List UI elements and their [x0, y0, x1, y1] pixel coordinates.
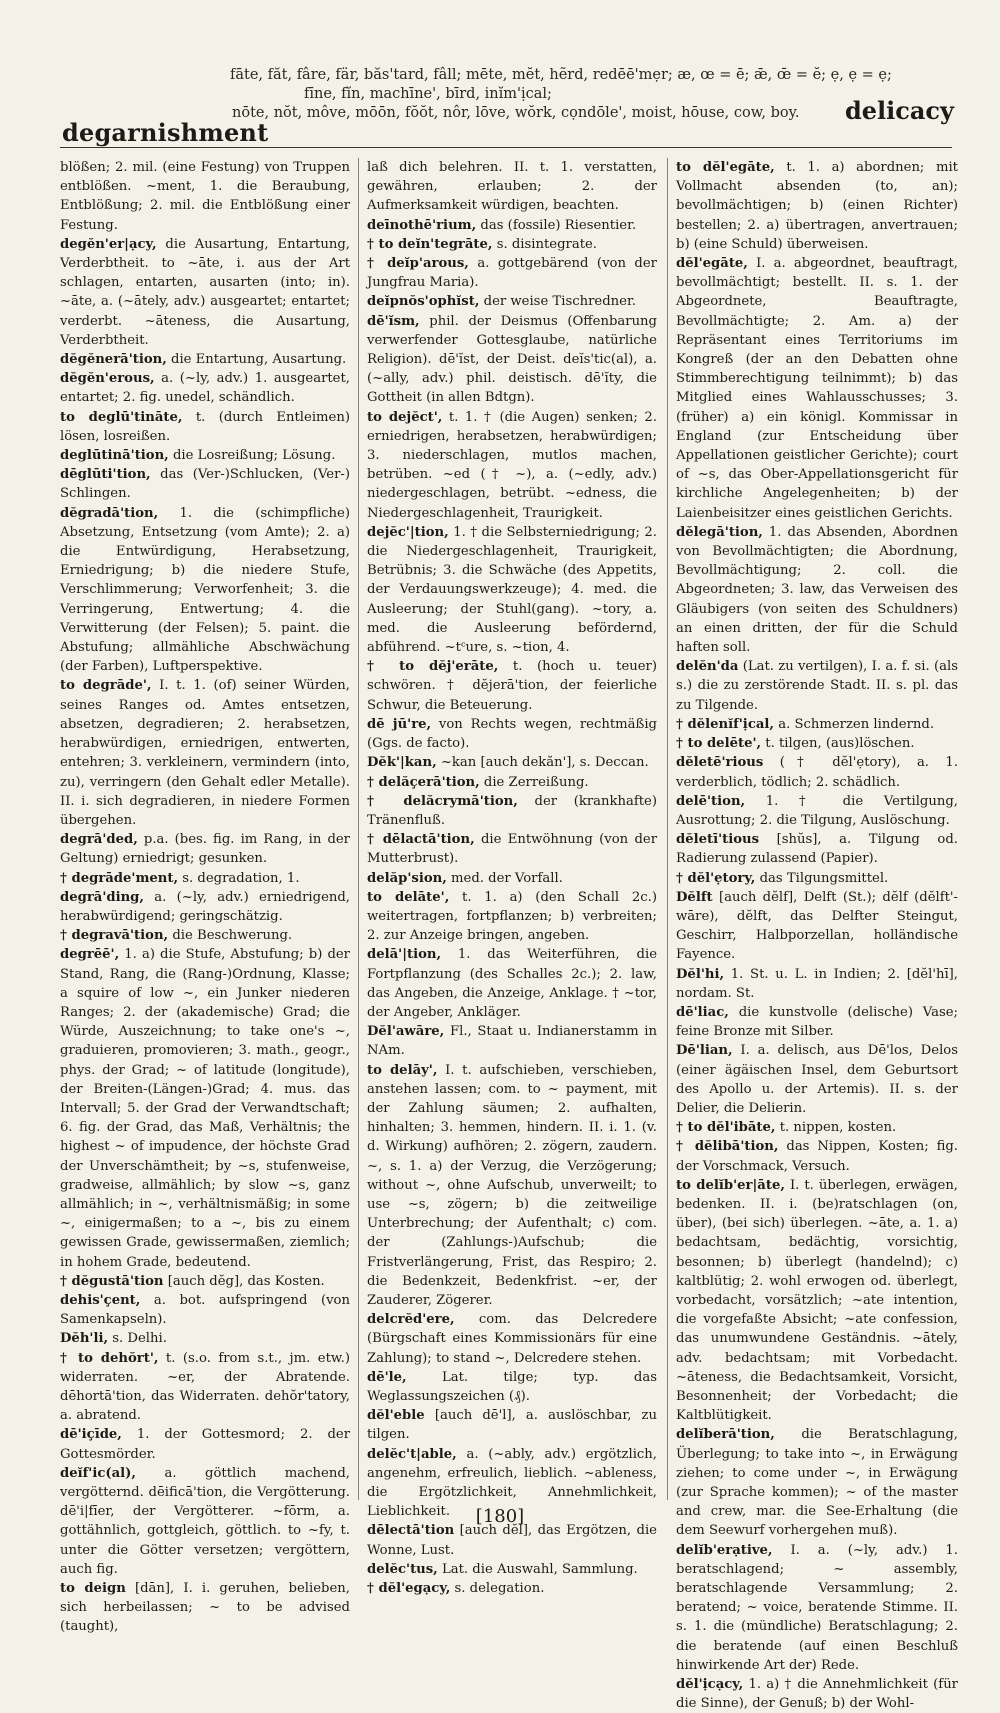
pronunciation-key-line: fāte, făt, fâre, fär, băs'tard, fâll; mēte, mĕt, hẽrd, redēē'mẹr; æ, œ = ē; ǣ, œ̄ = ĕ; ẹ, ẹ = ẹ;	[230, 67, 892, 83]
dictionary-entry	[60, 446, 350, 465]
entry-headword: degrēē',	[60, 947, 120, 963]
dictionary-entry	[367, 1560, 657, 1579]
entry-headword: dē'liac,	[676, 1004, 729, 1020]
entry-definition: die Ausartung, Entartung, Verderbtheit. to ~āte, i. aus der Art schlagen, entarten, ausarten (into; in). ~āte, a. (~ātely, adv.) ausgeartet; entartet; verderbt. ~āteness, die Ausartung, Verderbtheit.	[60, 236, 350, 348]
dictionary-entry	[367, 1406, 657, 1444]
dictionary-entry	[60, 830, 350, 868]
dictionary-entry	[676, 734, 958, 753]
entry-definition: s. degradation, 1.	[182, 870, 300, 886]
entry-definition: 1. der Gottesmord; 2. der Gottesmörder.	[60, 1427, 351, 1462]
dictionary-entry	[676, 1003, 958, 1041]
dictionary-entry	[676, 1118, 958, 1137]
dictionary-entry	[367, 792, 657, 830]
dictionary-entry	[60, 1349, 350, 1426]
dictionary-entry	[60, 926, 350, 945]
entry-headword: delĭb'erạtive,	[676, 1542, 773, 1558]
dictionary-entry	[367, 888, 657, 946]
entry-headword: to delĭb'er|āte,	[676, 1177, 785, 1193]
entry-definition: I. a. (~ly, adv.) 1. beratschlagend; ~ assembly, beratschlagende Versammlung; 2. beratend; ~ voice, beratende Stimme. II. s. 1. die (mündliche) Beratschlagung; 2. die beratende (auf einen Beschluß hinwirkende Art der) Rede.	[676, 1542, 958, 1673]
entry-headword: to delāy',	[367, 1062, 438, 1078]
entry-definition: t. (hoch u. teuer) schwören. † dĕjerā'tion, der feierliche Schwur, die Beteuerung.	[367, 659, 658, 713]
dictionary-entry	[676, 1541, 958, 1675]
entry-definition: 1. † die Selbsterniedrigung; 2. die Niedergeschlagenheit, Traurigkeit, Betrübnis; 3. die Schwäche (des Appetits, der Verdauungswerkzeuge); 4. med. die Ausleerung; der Stuhl(gang). ~tory, a. med. die Ausleerung befördernd, abführend. ~tᶜure, s. ~tion, 4.	[367, 524, 657, 656]
entry-headword: delē'tion,	[676, 793, 746, 809]
dictionary-entry	[60, 1425, 350, 1463]
entry-definition: [auch dĕlf], Delft (St.); dĕlf (dĕlft'-wāre), dĕlft, das Delfter Steingut, Geschirr, Halbporzellan, holländische Fayence.	[676, 889, 958, 963]
entry-headword: dē jū're,	[367, 716, 432, 732]
dictionary-entry	[367, 292, 657, 311]
entry-headword: to deglū'tināte,	[60, 409, 183, 425]
dictionary-entry	[367, 1022, 657, 1060]
dictionary-entry	[367, 1310, 657, 1368]
entry-headword: † dĕl'egạcy,	[367, 1581, 451, 1597]
entry-definition: I. a. abgeordnet, beauftragt, bevollmächtigt; bestellt. II. s. 1. der Abgeordnete, Beauftragte, Bevollmächtigte; 2. Am. a) der Repräsentant eines Territoriums im Kongreß (der an den Debatten ohne Stimmberechtigung teilnimmt); b) das Mitglied eines Wahlausschusses; 3. (früher) a) ein königl. Kommissar in England (zur Entscheidung über Appellationen geistlicher Gerichte); court of ~s, das Ober-Appellationsgericht für kirchliche Angelegenheiten; b) der Laienbeisitzer eines geistlichen Gerichts.	[676, 256, 958, 521]
dictionary-entry	[676, 1675, 958, 1713]
dictionary-entry	[60, 888, 350, 926]
dictionary-entry	[367, 830, 657, 868]
dictionary-entry	[60, 1329, 350, 1348]
left-guide-word: degarnishment	[62, 118, 269, 147]
entry-headword: † deĭp'arous,	[367, 256, 469, 272]
entry-definition: [shŭs], a. Tilgung od. Radierung zulassend (Papier).	[676, 832, 958, 867]
column-1	[60, 158, 351, 1635]
entry-definition: Lat. tilge; typ. das Weglassungszeichen (₰).	[367, 1369, 657, 1404]
entry-definition: (Lat. zu vertilgen), I. a. f. si. (als s.) die zu zerstörende Stadt. II. s. pl. das zu Tilgende.	[676, 659, 958, 713]
pronunciation-key	[228, 66, 892, 123]
entry-headword: dē'ĭsm,	[367, 313, 420, 329]
dictionary-entry	[367, 254, 657, 292]
entry-definition: t. 1. a) abordnen; mit Vollmacht absenden (to, an); bevollmächtigen; b) (einen Richter) bestellen; 2. a) übertragen, anvertrauen; b) (eine Schuld) überweisen.	[676, 160, 958, 252]
entry-headword: † dĕgustā'tion	[60, 1273, 164, 1289]
column-divider	[358, 158, 359, 1500]
entry-definition: 1. a) die Stufe, Abstufung; b) der Stand, Rang, die (Rang-)Ordnung, Klasse; a squire of low ~, ein Junker niederen Ranges; 2. der (akademische) Grad; die Würde, Auszeichnung; to take one's ~, graduieren, promovieren; 3. math., geogr., phys. der Grad; ~ of latitude (longitude), der Breiten-(Längen-)Grad; 4. mus. das Intervall; 5. der Grad der Verwandtschaft; 6. fig. der Grad, das Maß, Verhältnis; the highest ~ of impudence, der höchste Grad der Unverschämtheit; by ~s, stufenweise, gradweise, allmählich; by slow ~s, ganz allmählich; in ~, verhältnismäßig; in some ~, einigermaßen; to a ~, bis zu einem gewissen Grade, gewissermaßen, ziemlich; in hohem Grade, bedeutend.	[60, 947, 350, 1270]
entry-definition: ~kan [auch dekăn'], s. Deccan.	[440, 755, 649, 771]
column-divider	[667, 158, 668, 1500]
dictionary-entry	[676, 158, 958, 254]
entry-headword: † to dĕj'erāte,	[367, 659, 499, 675]
entry-headword: dēlectā'tion	[367, 1523, 455, 1539]
entry-definition: a. göttlich machend, vergötternd. dēificā'tion, die Vergötterung. dē'i|fīer, der Vergötterer. ~fōrm, a. gottähnlich, gottgleich, göttlich. to ~fy, t. unter die Götter versetzen; vergöttern, auch fig.	[60, 1465, 350, 1577]
dictionary-entry	[60, 945, 350, 1271]
entry-headword: dĕl'ịcạcy,	[676, 1677, 744, 1693]
entry-headword: to dĕl'egāte,	[676, 160, 775, 175]
entry-headword: delcrĕd'ere,	[367, 1312, 455, 1328]
dictionary-entry	[60, 235, 350, 350]
dictionary-entry	[367, 216, 657, 235]
entry-headword: degrā'ded,	[60, 832, 138, 848]
entry-headword: dĕl'egāte,	[676, 256, 748, 272]
entry-definition: a. Schmerzen lindernd.	[778, 716, 935, 732]
dictionary-entry	[60, 369, 350, 407]
pronunciation-key-line: nōte, nŏt, môve, mōōn, fŏŏt, nôr, lōve, wŏrk, cọndōle', moist, hōuse, cow, boy.	[232, 105, 800, 121]
entry-definition: der weise Tischredner.	[483, 294, 636, 310]
entry-definition: das (Ver-)Schlucken, (Ver-) Schlingen.	[60, 467, 350, 502]
dictionary-entry	[676, 869, 958, 888]
entry-definition: t. (durch Entleimen) lösen, losreißen.	[60, 409, 350, 444]
entry-definition: 1. das Absenden, Abordnen von Bevollmächtigten; die Abordnung, Bevollmächtigung; 2. coll. die Abgeordneten; 3. law, das Verweisen des Gläubigers (von seiten des Schuldners) an einen dritten, der für die Schuld haften soll.	[676, 524, 958, 656]
dictionary-entry	[367, 1521, 657, 1559]
entry-definition: I. t. 1. (of) seiner Würden, seines Ranges od. Amtes entsetzen, absetzen, degradieren; 2. herabsetzen, herabwürdigen, erniedrigen, entwerten, entehren; 3. verkleinern, vermindern (into, zu), verringern (den Gehalt edler Metalle). II. i. sich degradieren, in niedere Formen übergehen.	[60, 678, 350, 828]
dictionary-entry	[367, 869, 657, 888]
dictionary-entry	[60, 869, 350, 888]
entry-definition: († dĕl'ẹtory), a. 1. verderblich, tödlich; 2. schädlich.	[676, 755, 958, 790]
dictionary-entry	[367, 715, 657, 753]
dictionary-entry	[367, 235, 657, 254]
entry-definition: die Beratschlagung, Überlegung; to take into ~, in Erwägung ziehen; to come under ~, in Erwägung (zur Sprache kommen); ~ of the master and crew, mar. die See-Erhaltung (die dem Seewurf vorhergehen muß).	[676, 1427, 958, 1539]
dictionary-entry	[60, 408, 350, 446]
dictionary-entry	[676, 1176, 958, 1426]
entry-headword: dĕlegā'tion,	[676, 524, 763, 540]
entry-definition: 1. a) † die Annehmlichkeit (für die Sinne), der Genuß; b) der Wohl-	[676, 1677, 958, 1712]
entry-definition: t. nippen, kosten.	[779, 1120, 897, 1136]
entry-definition: der (krankhafte) Tränenfluß.	[367, 793, 657, 828]
dictionary-entry	[676, 715, 958, 734]
entry-headword: Dĕk'|kan,	[367, 755, 437, 771]
entry-definition: die kunstvolle (delische) Vase; feine Bronze mit Silber.	[676, 1004, 958, 1040]
entry-headword: delĕc't|able,	[367, 1446, 457, 1462]
entry-headword: † to dĕl'ibāte,	[676, 1120, 776, 1136]
dictionary-entry	[676, 965, 958, 1003]
entry-headword: deĭf'ic(al),	[60, 1465, 136, 1481]
dictionary-entry	[60, 465, 350, 503]
dictionary-entry	[60, 1579, 350, 1637]
entry-definition: a. (~ably, adv.) ergötzlich, angenehm, erfreulich, lieblich. ~ableness, die Ergötzlichkeit, Annehmlichkeit, Lieblichkeit.	[367, 1446, 657, 1520]
entry-definition: das Tilgungsmittel.	[759, 870, 889, 886]
dictionary-entry	[60, 676, 350, 830]
entry-definition: a. gottgebärend (von der Jungfrau Maria).	[367, 256, 657, 291]
entry-headword: † dĕlibā'tion,	[676, 1139, 779, 1155]
entry-definition: s. Delhi.	[112, 1331, 167, 1347]
dictionary-entry	[367, 945, 657, 1022]
entry-headword: Dĕl'hi,	[676, 966, 725, 982]
dictionary-entry	[367, 753, 657, 772]
dictionary-entry	[60, 1272, 350, 1291]
dictionary-entry	[676, 1041, 958, 1118]
entry-headword: to delāte',	[367, 889, 450, 905]
entry-headword: delā'|tion,	[367, 947, 442, 963]
entry-definition: I. t. überlegen, erwägen, bedenken. II. i. (be)ratschlagen (on, über), (bei sich) überlegen. ~āte, a. 1. a) bedachtsam, bedächtig, vorsichtig, besonnen; b) überlegt (handelnd); c) kaltblütig; 2. wohl erwogen od. überlegt, vorbedacht, vorsätzlich; ~ate intention, die vorgefaßte Absicht; ~ate confession, das unumwundene Geständnis. ~ātely, adv. bedachtsam; mit Vorbedacht. ~āteness, die Bedachtsamkeit, Vorsicht, Besonnenheit; der Vorbedacht; die Kaltblütigkeit.	[676, 1177, 959, 1424]
pronunciation-key-line: fīne, fĭn, machīne', bīrd, inĭm'ịcal;	[304, 86, 552, 102]
entry-definition: com. das Delcredere (Bürgschaft eines Kommissionärs für eine Zahlung); to stand ~, Delcredere stehen.	[367, 1312, 657, 1366]
dictionary-entry	[676, 753, 958, 791]
entry-definition: I. a. delisch, aus Dē'los, Delos (einer ägäischen Insel, dem Geburtsort des Apollo u. der Artemis). II. s. der Delier, die Delierin.	[676, 1043, 958, 1116]
entry-headword: † dĕlenĭf'ịcal,	[676, 716, 774, 732]
entry-headword: dĕl'eble	[367, 1408, 425, 1424]
entry-headword: dē'içīde,	[60, 1427, 122, 1443]
entry-definition: Fl., Staat u. Indianerstamm in NAm.	[367, 1024, 657, 1059]
entry-definition: 1. † die Vertilgung, Ausrottung; 2. die Tilgung, Auslöschung.	[676, 793, 958, 828]
entry-definition: 1. das Weiterführen, die Fortpflanzung (des Schalles 2c.); 2. law, das Angeben, die Anzeige, Anklage. † ~tor, der Angeber, Ankläger.	[367, 947, 657, 1020]
entry-headword: degĕn'er|ạcy,	[60, 236, 157, 252]
dictionary-entry	[367, 408, 657, 523]
dictionary-entry	[367, 523, 657, 657]
entry-headword: delăp'sion,	[367, 870, 447, 886]
entry-headword: dĕgradā'tion,	[60, 505, 159, 521]
entry-headword: delĕc'tus,	[367, 1561, 438, 1577]
entry-definition: blößen; 2. mil. (eine Festung) von Truppen entblößen. ~ment, 1. die Beraubung, Entblößung; 2. mil. die Entblößung einer Festung.	[60, 160, 350, 233]
entry-headword: † to delēte',	[676, 736, 762, 752]
entry-definition: [auch dĕl], das Ergötzen, die Wonne, Lust.	[367, 1523, 657, 1558]
entry-headword: delĭberā'tion,	[676, 1427, 775, 1443]
entry-definition: das (fossile) Riesentier.	[480, 217, 637, 233]
entry-headword: dejĕc'|tion,	[367, 524, 449, 540]
entry-headword: deīnothē'rium,	[367, 217, 477, 233]
entry-definition: p.a. (bes. fig. im Rang, in der Geltung) erniedrigt; gesunken.	[60, 832, 350, 867]
entry-definition: a. bot. aufspringend (von Samenkapseln).	[60, 1292, 350, 1328]
dictionary-entry	[60, 1291, 350, 1329]
entry-headword: to degrāde',	[60, 678, 152, 694]
entry-definition: t. (s.o. from s.t., jm. etw.) widerraten. ~er, der Abratende. dēhortā'tion, das Widerraten. dehŏr'tatory, a. abratend.	[60, 1350, 350, 1424]
entry-headword: delĕn'da	[676, 659, 739, 675]
entry-headword: † degravā'tion,	[60, 928, 169, 944]
entry-headword: deglūtinā'tion,	[60, 448, 169, 464]
entry-definition: die Zerreißung.	[483, 774, 589, 790]
entry-definition: das Nippen, Kosten; fig. der Vorschmack, Versuch.	[676, 1139, 958, 1174]
entry-headword: † delăcrymā'tion,	[367, 793, 518, 809]
entry-definition: 1. die (schimpfliche) Absetzung, Entsetzung (vom Amte); 2. a) die Entwürdigung, Herabsetzung, Erniedrigung; b) die niedere Stufe, Verschlimmerung; Verworfenheit; 3. die Verringerung, Entwertung; 4. die Verwitterung (der Felsen); 5. paint. die Abstufung; allmähliche Abschwächung (der Farben), Luftperspektive.	[60, 505, 350, 675]
entry-definition: [auch dĕg], das Kosten.	[167, 1273, 325, 1289]
entry-headword: Dē'lian,	[676, 1043, 733, 1059]
dictionary-entry	[367, 158, 657, 216]
entry-definition: t. tilgen, (aus)löschen.	[765, 736, 915, 752]
entry-definition: die Beschwerung.	[172, 928, 293, 944]
dictionary-entry	[60, 158, 350, 235]
entry-headword: dĕgĕnerā'tion,	[60, 352, 167, 368]
entry-definition: phil. der Deismus (Offenbarung verwerfender Gottesglaube, natürliche Religion). dē'ĭst, der Deist. deĭs'tic(al), a. (~ally, adv.) phil. deistisch. dē'ĭty, die Gottheit (in allen Bdtgn).	[367, 313, 657, 406]
entry-headword: dĕletī'tious	[676, 832, 760, 848]
entry-definition: s. disintegrate.	[496, 236, 597, 252]
dictionary-entry	[367, 1368, 657, 1406]
entry-headword: † delăçerā'tion,	[367, 774, 480, 790]
entry-headword: dĕgĕn'erous,	[60, 371, 155, 387]
dictionary-entry	[60, 504, 350, 677]
entry-definition: t. 1. † (die Augen) senken; 2. erniedrigen, herabsetzen, herabwürdigen; 3. niederschlagen, mutlos machen, betrüben. ~ed († ~), a. (~edly, adv.) niedergeschlagen, betrübt. ~edness, die Niedergeschlagenheit, Traurigkeit.	[367, 409, 657, 521]
entry-headword: dēglūti'tion,	[60, 467, 151, 483]
entry-headword: † to dehŏrt',	[60, 1350, 159, 1366]
entry-headword: deĭpnŏs'ophĭst,	[367, 294, 480, 310]
dictionary-entry	[367, 1579, 657, 1598]
right-guide-word: delicacy	[844, 96, 954, 125]
dictionary-entry	[676, 792, 958, 830]
entry-definition: [auch dē'l], a. auslöschbar, zu tilgen.	[367, 1408, 657, 1443]
entry-definition: 1. St. u. L. in Indien; 2. [dĕl'hī], nordam. St.	[676, 966, 959, 1001]
page-number: [180]	[475, 1506, 525, 1527]
dictionary-entry	[676, 523, 958, 657]
entry-headword: degrā'ding,	[60, 889, 144, 905]
entry-headword: † degrāde'ment,	[60, 870, 179, 886]
entry-definition: die Entwöhnung (von der Mutterbrust).	[367, 832, 657, 867]
entry-definition: a. (~ly, adv.) erniedrigend, herabwürdigend; geringschätzig.	[60, 889, 350, 924]
entry-headword: Dĕlft	[676, 889, 713, 905]
entry-definition: s. delegation.	[454, 1581, 545, 1597]
entry-definition: t. 1. a) (den Schall 2c.) weitertragen, fortpflanzen; b) verbreiten; 2. zur Anzeige bringen, angeben.	[367, 889, 657, 944]
entry-headword: to dejĕct',	[367, 409, 443, 425]
entry-headword: † to deĭn'tegrāte,	[367, 236, 493, 252]
dictionary-entry	[367, 773, 657, 792]
dictionary-entry	[367, 312, 657, 408]
entry-headword: dĕletē'rious	[676, 755, 764, 771]
entry-headword: dehis'çent,	[60, 1292, 141, 1308]
entry-definition: laß dich belehren. II. t. 1. verstatten, gewähren, erlauben; 2. der Aufmerksamkeit würdigen, beachten.	[367, 160, 657, 214]
entry-headword: dē'le,	[367, 1369, 407, 1385]
dictionary-entry	[676, 254, 958, 523]
header-rule	[60, 147, 952, 148]
dictionary-entry	[676, 830, 958, 868]
dictionary-entry	[676, 657, 958, 715]
entry-headword: Dĕl'awāre,	[367, 1024, 445, 1040]
entry-headword: † dĕl'ẹtory,	[676, 870, 756, 886]
entry-definition: I. t. aufschieben, verschieben, anstehen lassen; com. to ~ payment, mit der Zahlung säumen; 2. aufhalten, hinhalten; 3. hemmen, hindern. II. i. 1. (v. d. Wirkung) aufhören; 2. zögern, zaudern. ~, s. 1. a) der Verzug, die Verzögerung; without ~, ohne Aufschub, unverweilt; to use ~s, zögern; b) die zeitweilige Unterbrechung; der Aufenthalt; c) com. der (Zahlungs-)Aufschub; die Fristverlängerung, Frist, das Respiro; 2. die Bedenkzeit, Bedenkfrist. ~er, der Zauderer, Zögerer.	[367, 1062, 657, 1308]
entry-definition: die Entartung, Ausartung.	[171, 352, 347, 368]
entry-definition: von Rechts wegen, rechtmäßig (Ggs. de facto).	[367, 716, 657, 752]
dictionary-entry	[367, 1061, 657, 1311]
dictionary-entry	[676, 1137, 958, 1175]
column-3	[676, 158, 959, 1712]
entry-definition: [dān], I. i. geruhen, belieben, sich herbeilassen; ~ to be advised (taught),	[60, 1581, 350, 1635]
entry-headword: Dĕh'li,	[60, 1331, 109, 1347]
entry-definition: die Losreißung; Lösung.	[172, 448, 336, 464]
entry-definition: med. der Vorfall.	[451, 870, 563, 886]
entry-headword: † dēlactā'tion,	[367, 832, 475, 848]
entry-definition: a. (~ly, adv.) 1. ausgeartet, entartet; 2. fig. unedel, schändlich.	[60, 371, 350, 406]
dictionary-entry	[367, 657, 657, 715]
entry-headword: to deign	[60, 1581, 126, 1597]
dictionary-entry	[676, 888, 958, 965]
entry-definition: Lat. die Auswahl, Sammlung.	[441, 1561, 638, 1577]
dictionary-entry	[60, 350, 350, 369]
